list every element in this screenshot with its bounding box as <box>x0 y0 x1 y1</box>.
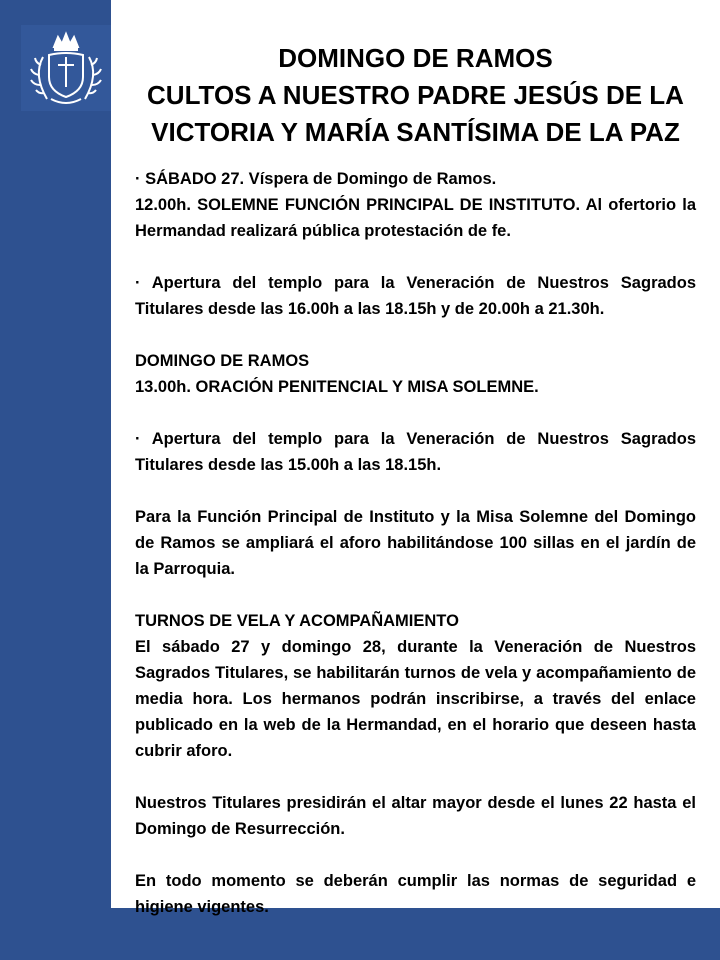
spacer <box>135 322 696 348</box>
turnos-paragraph: El sábado 27 y domingo 28, durante la Veneración de Nuestros Sagrados Titulares, se habilitarán turnos de vela y acompañamiento de media hora. Los hermanos podrán inscribirse, a través del enlace publicado en la web de la Hermandad, en el horario que deseen hasta cubrir aforo. <box>135 638 696 760</box>
title-line-2: CULTOS A NUESTRO PADRE JESÚS DE LA <box>147 80 684 110</box>
spacer <box>135 244 696 270</box>
left-blue-band <box>0 0 111 960</box>
sabado-heading: · SÁBADO 27. Víspera de Domingo de Ramos. <box>135 170 497 188</box>
spacer <box>135 764 696 790</box>
spacer <box>135 400 696 426</box>
title-line-3: VICTORIA Y MARÍA SANTÍSIMA DE LA PAZ <box>151 117 680 147</box>
sabado-apertura: · Apertura del templo para la Veneración de Nuestros Sagrados Titulares desde las 16.00h a las 18.15h y de 20.00h a 21.30h. <box>135 274 696 318</box>
domingo-apertura: · Apertura del templo para la Veneración de Nuestros Sagrados Titulares desde las 15.00h a las 18.15h. <box>135 430 696 474</box>
domingo-heading: DOMINGO DE RAMOS <box>135 352 310 370</box>
aforo-paragraph: Para la Función Principal de Instituto y la Misa Solemne del Domingo de Ramos se ampliará el aforo habilitándose 100 sillas en el jardín de la Parroquia. <box>135 508 696 578</box>
titulares-paragraph: Nuestros Titulares presidirán el altar mayor desde el lunes 22 hasta el Domingo de Resurrección. <box>135 794 696 838</box>
title-line-1: DOMINGO DE RAMOS <box>278 43 553 73</box>
spacer <box>135 478 696 504</box>
domingo-oracion: 13.00h. ORACIÓN PENITENCIAL Y MISA SOLEMNE. <box>135 378 539 396</box>
spacer <box>135 842 696 868</box>
spacer <box>135 582 696 608</box>
normas-paragraph: En todo momento se deberán cumplir las normas de seguridad e higiene vigentes. <box>135 872 696 916</box>
brotherhood-crest-icon <box>21 25 111 111</box>
schedule-body <box>135 166 696 920</box>
sabado-funcion: 12.00h. SOLEMNE FUNCIÓN PRINCIPAL DE INSTITUTO. Al ofertorio la Hermandad realizará pública protestación de fe. <box>135 196 696 240</box>
page-title <box>111 40 720 151</box>
turnos-heading: TURNOS DE VELA Y ACOMPAÑAMIENTO <box>135 612 459 630</box>
